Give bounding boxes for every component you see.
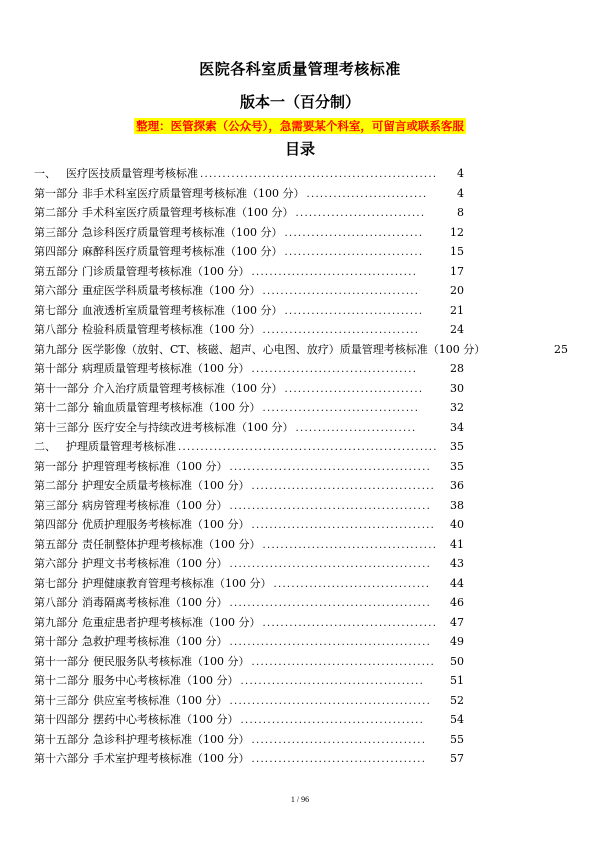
toc-entry-number: 第十部分 <box>34 635 78 648</box>
toc-entry-title: 优质护理服务考核标准（100 分） <box>82 518 250 531</box>
toc-entry-title: 危重症患者护理考核标准（100 分） <box>82 615 261 629</box>
toc-entry-title: 便民服务队考核标准（100 分） <box>93 654 250 668</box>
toc-entry[interactable] <box>34 496 574 516</box>
toc-entry[interactable] <box>34 554 574 574</box>
toc-entry-title: 医疗医技质量管理考核标准 <box>66 167 198 180</box>
toc-entry-page-number: 21 <box>450 303 464 317</box>
toc-entry-leader: ............................... <box>284 383 424 395</box>
toc-entry-number: 第十部分 <box>34 362 78 375</box>
toc-entry-label <box>34 226 283 239</box>
toc-entry-number: 第十二部分 <box>34 401 89 414</box>
toc-entry-number: 第七部分 <box>34 303 78 317</box>
toc-entry-number: 第十一部分 <box>34 381 89 395</box>
toc-entry-leader: ....................................... <box>251 734 427 746</box>
toc-entry-number: 第十三部分 <box>34 693 89 707</box>
toc-entry-label <box>34 187 305 200</box>
toc-entry-label <box>34 284 261 297</box>
toc-entry-number: 第十三部分 <box>34 420 89 434</box>
toc-entry-leader: ......................................... <box>251 520 436 531</box>
toc-entry-title: 手术室护理考核标准（100 分） <box>93 752 250 765</box>
document-title: 医院各科室质量管理考核标准 <box>199 60 401 78</box>
toc-entry-title: 护理安全质量考核标准（100 分） <box>82 479 250 492</box>
toc-entry-page-number: 4 <box>457 186 464 200</box>
toc-entry-number: 第十六部分 <box>34 752 89 765</box>
toc-entry-leader: ............................... <box>284 247 424 258</box>
toc-entry-title: 非手术科室医疗质量管理考核标准（100 分） <box>82 186 305 200</box>
toc-entry-number: 第七部分 <box>34 576 78 590</box>
toc-entry-leader: ....................................... <box>262 539 438 551</box>
toc-entry[interactable] <box>34 223 574 243</box>
toc-entry-label <box>34 538 261 551</box>
toc-entry-label <box>34 167 198 180</box>
toc-entry-leader: ..................................................... <box>200 169 438 180</box>
toc-entry-page-number: 36 <box>450 479 464 492</box>
toc-entry[interactable] <box>34 340 574 360</box>
toc-entry-page-number: 44 <box>450 576 464 590</box>
toc-entry-title: 消毒隔离考核标准（100 分） <box>82 596 228 609</box>
toc-entry-leader: ............................................. <box>229 695 432 707</box>
page-number: 1 / 96 <box>290 795 310 804</box>
toc-entry-page-number: 54 <box>450 713 464 726</box>
toc-entry-label <box>34 401 261 414</box>
toc-entry-leader: ............................................. <box>229 559 432 570</box>
toc-entry-page-number: 52 <box>450 693 464 707</box>
toc-entry-label <box>34 733 250 746</box>
toc-heading: 目录 <box>284 140 315 158</box>
toc-entry-page-number: 28 <box>450 362 464 375</box>
toc-entry-number: 第十二部分 <box>34 674 89 687</box>
toc-entry-number: 第八部分 <box>34 596 78 609</box>
toc-entry-number: 第十四部分 <box>34 713 89 726</box>
toc-entry-number: 第一部分 <box>34 459 78 473</box>
toc-entry-leader: ................................... <box>262 286 420 297</box>
toc-entry-number: 第四部分 <box>34 518 78 531</box>
toc-entry[interactable] <box>34 593 574 613</box>
toc-entry-label <box>34 694 228 707</box>
toc-entry[interactable] <box>34 671 574 691</box>
toc-entry-number: 第六部分 <box>34 284 78 297</box>
toc-entry-page-number: 34 <box>450 420 464 434</box>
toc-entry-page-number: 47 <box>450 615 464 629</box>
toc-entry-leader: ................................... <box>262 403 420 414</box>
toc-entry-title: 麻醉科医疗质量管理考核标准（100 分） <box>82 245 283 258</box>
notice-banner <box>0 118 600 134</box>
toc-entry-title: 急诊科医疗质量管理考核标准（100 分） <box>82 225 283 239</box>
toc-entry-leader: ............................... <box>284 305 424 317</box>
toc-entry-label <box>34 382 283 395</box>
toc-entry[interactable] <box>34 164 574 184</box>
toc-entry-leader: ........................... <box>306 188 428 200</box>
toc-entry-leader: ............................. <box>295 208 426 219</box>
toc-entry-leader: ......................................... <box>240 676 425 687</box>
toc-entry-title: 输血质量管理考核标准（100 分） <box>93 401 261 414</box>
toc-entry-label <box>34 616 261 629</box>
toc-entry-page-number: 4 <box>457 167 464 180</box>
toc-entry-label <box>34 713 239 726</box>
toc-entry-page-number: 12 <box>450 225 464 239</box>
toc-entry-label <box>34 206 294 219</box>
toc-entry-label <box>34 304 283 317</box>
toc-entry[interactable] <box>34 262 574 282</box>
toc-entry-label <box>34 674 239 687</box>
toc-entry-leader: ......................................... <box>251 481 436 492</box>
document-subtitle: 版本一（百分制） <box>239 93 360 111</box>
toc-entry-page-number: 41 <box>450 537 464 551</box>
toc-entry-page-number: 35 <box>450 440 464 453</box>
toc-entry-label <box>34 460 228 473</box>
toc-entry-leader: ............................................. <box>229 637 432 648</box>
toc-entry-page-number: 55 <box>450 732 464 746</box>
toc-entry-leader: ............................... <box>284 227 424 239</box>
toc-entry-leader: ....................................... <box>262 617 438 629</box>
toc-entry-number: 第八部分 <box>34 323 78 336</box>
toc-entry-page-number: 30 <box>450 381 464 395</box>
toc-entry[interactable] <box>34 301 574 321</box>
toc-entry-title: 门诊质量管理考核标准（100 分） <box>82 264 250 278</box>
toc-entry-title: 护理健康教育管理考核标准（100 分） <box>82 576 272 590</box>
toc-entry-leader: ............................................. <box>229 598 432 609</box>
toc-entry-label <box>34 343 485 356</box>
toc-entry-number: 第四部分 <box>34 245 78 258</box>
toc-entry-page-number: 51 <box>450 674 464 687</box>
toc-entry[interactable] <box>34 379 574 399</box>
toc-entry[interactable] <box>34 184 574 204</box>
toc-entry-label <box>34 265 250 278</box>
toc-entry-number: 二、 <box>34 440 56 453</box>
toc-entry[interactable] <box>34 515 574 535</box>
toc-entry-label <box>34 596 228 609</box>
toc-entry-leader: ............................................. <box>229 500 432 512</box>
toc-entry-title: 病理质量管理考核标准（100 分） <box>82 362 250 375</box>
toc-entry-label <box>34 635 228 648</box>
toc-entry[interactable] <box>34 730 574 750</box>
toc-entry-number: 第十五部分 <box>34 732 89 746</box>
toc-entry-title: 医学影像（放射、CT、核磁、超声、心电图、放疗）质量管理考核标准（100 分） <box>82 342 486 356</box>
toc-entry-label <box>34 479 250 492</box>
toc-entry-label <box>34 245 283 258</box>
toc-entry[interactable] <box>34 652 574 672</box>
toc-entry[interactable] <box>34 437 574 457</box>
toc-entry-title: 摆药中心考核标准（100 分） <box>93 713 239 726</box>
toc-entry-page-number: 46 <box>450 596 464 609</box>
toc-entry[interactable] <box>34 710 574 730</box>
toc-entry-leader: ................................... <box>273 578 431 590</box>
toc-entry-label <box>34 557 228 570</box>
toc-entry-leader: ..................................... <box>251 266 418 278</box>
toc-entry-leader: .......................................................... <box>178 442 438 453</box>
toc-entry-title: 检验科质量管理考核标准（100 分） <box>82 323 261 336</box>
toc-entry[interactable] <box>34 632 574 652</box>
toc-entry-number: 第六部分 <box>34 557 78 570</box>
toc-entry-title: 医疗安全与持续改进考核标准（100 分） <box>93 420 294 434</box>
toc-entry[interactable] <box>34 749 574 769</box>
toc-entry-title: 重症医学科质量考核标准（100 分） <box>82 284 261 297</box>
toc-entry-number: 第二部分 <box>34 206 78 219</box>
toc-entry-leader: ......................................... <box>251 656 436 668</box>
toc-entry-page-number: 32 <box>450 401 464 414</box>
toc-entry-page-number: 35 <box>450 459 464 473</box>
notice-text: 整理：医管探索（公众号），急需要某个科室，可留言或联系客服 <box>136 119 464 133</box>
toc-entry[interactable] <box>34 476 574 496</box>
toc-entry-number: 第十一部分 <box>34 654 89 668</box>
toc-entry[interactable] <box>34 242 574 262</box>
toc-entry-title: 介入治疗质量管理考核标准（100 分） <box>93 381 283 395</box>
toc-entry[interactable] <box>34 418 574 438</box>
toc-entry-label <box>34 655 250 668</box>
toc-entry-leader: ............................................. <box>229 461 432 473</box>
toc-entry[interactable] <box>34 203 574 223</box>
toc-entry[interactable] <box>34 281 574 301</box>
toc-entry-number: 第二部分 <box>34 479 78 492</box>
toc-entry-title: 手术科室医疗质量管理考核标准（100 分） <box>82 206 294 219</box>
toc-entry-page-number: 40 <box>450 518 464 531</box>
toc-entry-number: 第一部分 <box>34 186 78 200</box>
toc-entry[interactable] <box>34 691 574 711</box>
toc-entry-leader: ....................................... <box>251 754 427 765</box>
toc-entry-label <box>34 421 294 434</box>
toc-entry-page-number: 50 <box>450 654 464 668</box>
toc-entry-title: 护理文书考核标准（100 分） <box>82 557 228 570</box>
toc-entry-title: 服务中心考核标准（100 分） <box>93 674 239 687</box>
toc-entry-label <box>34 577 272 590</box>
toc-entry-number: 一、 <box>34 167 56 180</box>
toc-entry-page-number: 25 <box>554 342 568 356</box>
toc-entry-title: 供应室考核标准（100 分） <box>93 693 228 707</box>
toc-entry-page-number: 57 <box>450 752 464 765</box>
toc-entry[interactable] <box>34 398 574 418</box>
toc-entry-title: 急诊科护理考核标准（100 分） <box>93 732 250 746</box>
toc-entry[interactable] <box>34 574 574 594</box>
toc-entry-label <box>34 518 250 531</box>
toc-entry-title: 病房管理考核标准（100 分） <box>82 498 228 512</box>
toc-entry-leader: ..................................... <box>251 364 418 375</box>
toc-entry[interactable] <box>34 320 574 340</box>
toc-entry-page-number: 17 <box>450 264 464 278</box>
toc-entry-page-number: 20 <box>450 284 464 297</box>
toc-entry-page-number: 15 <box>450 245 464 258</box>
toc-entry[interactable] <box>34 457 574 477</box>
table-of-contents <box>34 164 574 769</box>
toc-entry-title: 责任制整体护理考核标准（100 分） <box>82 537 261 551</box>
toc-entry[interactable] <box>34 535 574 555</box>
toc-entry-page-number: 8 <box>457 206 464 219</box>
toc-entry-page-number: 43 <box>450 557 464 570</box>
toc-entry-page-number: 38 <box>450 498 464 512</box>
toc-entry-page-number: 24 <box>450 323 464 336</box>
toc-entry-number: 第九部分 <box>34 342 78 356</box>
toc-entry-title: 血液透析室质量管理考核标准（100 分） <box>82 303 283 317</box>
toc-entry-label <box>34 499 228 512</box>
toc-entry-number: 第五部分 <box>34 264 78 278</box>
toc-entry-label <box>34 752 250 765</box>
toc-entry-number: 第三部分 <box>34 225 78 239</box>
toc-entry-label <box>34 323 261 336</box>
toc-entry[interactable] <box>34 613 574 633</box>
toc-entry-label <box>34 440 176 453</box>
toc-entry-number: 第三部分 <box>34 498 78 512</box>
toc-entry[interactable] <box>34 359 574 379</box>
toc-entry-leader: ......................................... <box>240 715 425 726</box>
toc-entry-number: 第九部分 <box>34 615 78 629</box>
toc-entry-page-number: 49 <box>450 635 464 648</box>
toc-entry-number: 第五部分 <box>34 537 78 551</box>
toc-entry-label <box>34 362 250 375</box>
toc-entry-title: 急救护理考核标准（100 分） <box>82 635 228 648</box>
toc-entry-title: 护理质量管理考核标准 <box>66 440 176 453</box>
toc-entry-leader: ................................... <box>262 325 420 336</box>
toc-entry-leader: ........................... <box>295 422 417 434</box>
toc-entry-title: 护理管理考核标准（100 分） <box>82 459 228 473</box>
